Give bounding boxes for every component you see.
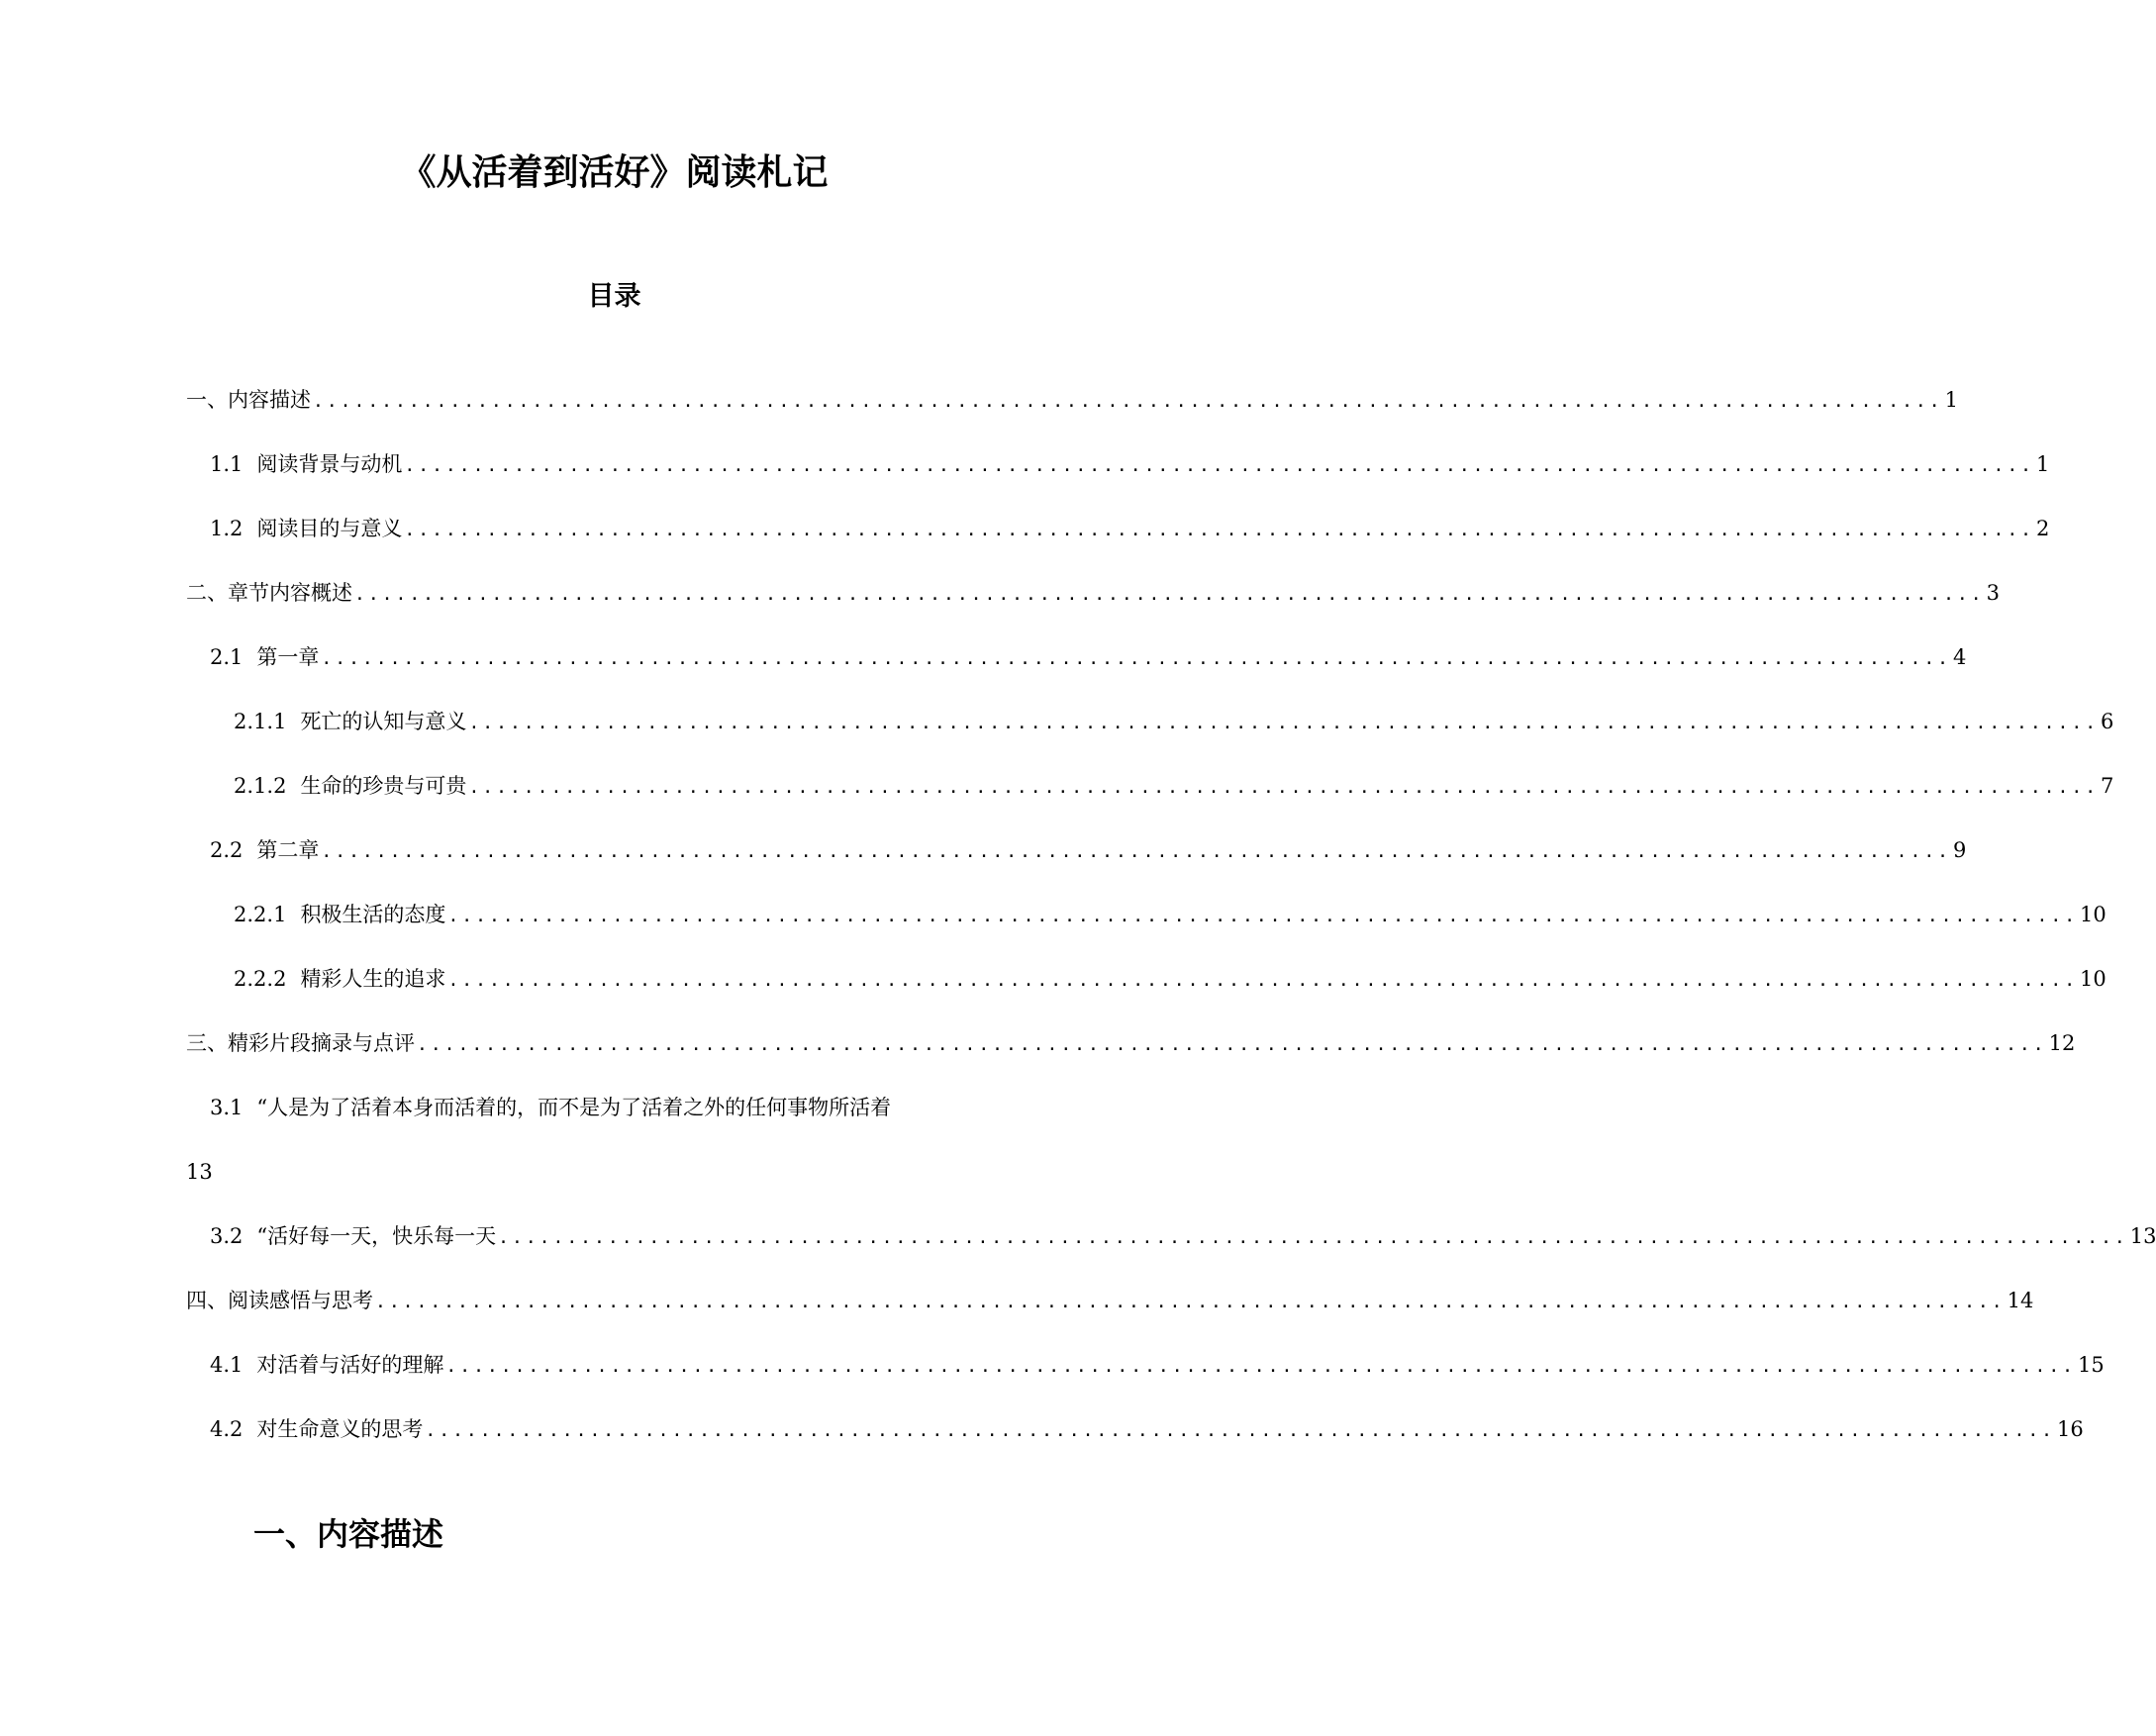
toc-entry-number: 2.1.1 [234, 710, 287, 733]
toc-entry-label: 对生命意义的思考 [256, 1417, 424, 1441]
toc-leader: ....................................................................................................................... [404, 455, 2034, 476]
toc-entry-label: “人是为了活着本身而活着的，而不是为了活着之外的任何事物所活着 [256, 1096, 892, 1119]
toc-entry-page: 13 [186, 1160, 213, 1184]
toc-entry-page: 14 [2007, 1289, 2034, 1312]
toc-entry-label: 积极生活的态度 [300, 903, 446, 926]
toc-leader: ....................................................................................................................... [445, 1356, 2076, 1377]
toc-leader: ....................................................................................................................... [468, 777, 2100, 798]
toc-entry-number: 2.2.1 [234, 903, 287, 926]
toc-entry-label: 四、阅读感悟与思考 [186, 1289, 373, 1312]
toc-heading: 目录 [587, 281, 641, 312]
toc-entry[interactable] [234, 704, 2114, 739]
toc-leader: ....................................................................................................................... [321, 648, 1951, 669]
toc-entry[interactable] [234, 961, 2107, 997]
toc-entry-page: 7 [2101, 774, 2114, 798]
toc-entry-page: 1 [1944, 388, 1958, 412]
toc-entry-label: 生命的珍贵与可贵 [300, 774, 467, 798]
toc-entry-label: 三、精彩片段摘录与点评 [186, 1031, 415, 1055]
toc-entry[interactable] [186, 382, 1958, 418]
toc-entry-page: 4 [1953, 645, 1967, 669]
toc-leader: ....................................................................................................................... [468, 713, 2100, 733]
toc-entry-label: 精彩人生的追求 [300, 967, 446, 991]
document-title: 《从活着到活好》阅读札记 [400, 152, 829, 193]
toc-leader: ....................................................................................................................... [321, 841, 1951, 862]
toc-leader: ....................................................................................................................... [447, 906, 2079, 926]
toc-entry-page: 10 [2080, 967, 2107, 991]
toc-entry-page: 13 [2129, 1224, 2156, 1248]
toc-entry-line [186, 1154, 213, 1190]
toc-leader: ....................................................................................................................... [447, 970, 2079, 991]
toc-entry-label: 第一章 [256, 645, 320, 669]
toc-entry-page: 9 [1953, 838, 1967, 862]
toc-leader: ....................................................................................................................... [313, 391, 1943, 412]
toc-entry-number: 3.2 [210, 1224, 244, 1248]
toc-entry[interactable] [234, 768, 2114, 804]
toc-entry-page: 16 [2057, 1417, 2084, 1441]
toc-entry-label: 死亡的认知与意义 [300, 710, 467, 733]
toc-entry[interactable] [210, 1218, 2156, 1254]
toc-entry-page: 3 [1986, 581, 2000, 605]
toc-entry-label: 阅读目的与意义 [256, 517, 403, 540]
toc-entry-page: 12 [2048, 1031, 2076, 1055]
toc-entry-label: 对活着与活好的理解 [256, 1353, 444, 1377]
toc-entry-page: 6 [2101, 710, 2114, 733]
toc-entry-number: 2.1 [210, 645, 244, 669]
toc-entry-label: 阅读背景与动机 [256, 452, 403, 476]
toc-entry-number: 4.1 [210, 1353, 244, 1377]
toc-leader: ....................................................................................................................... [375, 1292, 2006, 1312]
toc-entry-page: 2 [2036, 517, 2050, 540]
toc-entry-page: 1 [2036, 452, 2050, 476]
toc-entry-line [210, 1090, 891, 1125]
toc-entry-label: 第二章 [256, 838, 320, 862]
toc-entry[interactable] [210, 511, 2050, 546]
toc-leader: ....................................................................................................................... [417, 1034, 2047, 1055]
toc-entry[interactable] [186, 1283, 2034, 1318]
toc-entry-number: 1.2 [210, 517, 244, 540]
toc-entry-label: “活好每一天，快乐每一天 [256, 1224, 497, 1248]
toc-entry-number: 1.1 [210, 452, 244, 476]
toc-entry-page: 10 [2080, 903, 2107, 926]
toc-entry[interactable] [210, 446, 2050, 482]
toc-entry[interactable] [210, 639, 1967, 675]
toc-leader: ....................................................................................................................... [498, 1227, 2128, 1248]
toc-entry-label: 一、内容描述 [186, 388, 311, 412]
toc-entry[interactable] [210, 1347, 2105, 1383]
toc-entry[interactable] [210, 1411, 2084, 1447]
toc-entry-number: 2.1.2 [234, 774, 287, 798]
toc-leader: ....................................................................................................................... [354, 584, 1985, 605]
toc-entry-number: 4.2 [210, 1417, 244, 1441]
section-heading: 一、内容描述 [253, 1515, 444, 1553]
toc-entry[interactable] [186, 575, 2000, 611]
toc-entry[interactable] [234, 897, 2107, 932]
toc-leader: ....................................................................................................................... [425, 1420, 2055, 1441]
toc-leader: ....................................................................................................................... [404, 520, 2034, 540]
toc-entry[interactable] [186, 1025, 2076, 1061]
toc-entry-page: 15 [2078, 1353, 2105, 1377]
toc-entry-number: 3.1 [210, 1096, 244, 1119]
toc-entry[interactable] [210, 832, 1967, 868]
toc-entry-number: 2.2 [210, 838, 244, 862]
toc-entry-number: 2.2.2 [234, 967, 287, 991]
toc-entry-label: 二、章节内容概述 [186, 581, 352, 605]
